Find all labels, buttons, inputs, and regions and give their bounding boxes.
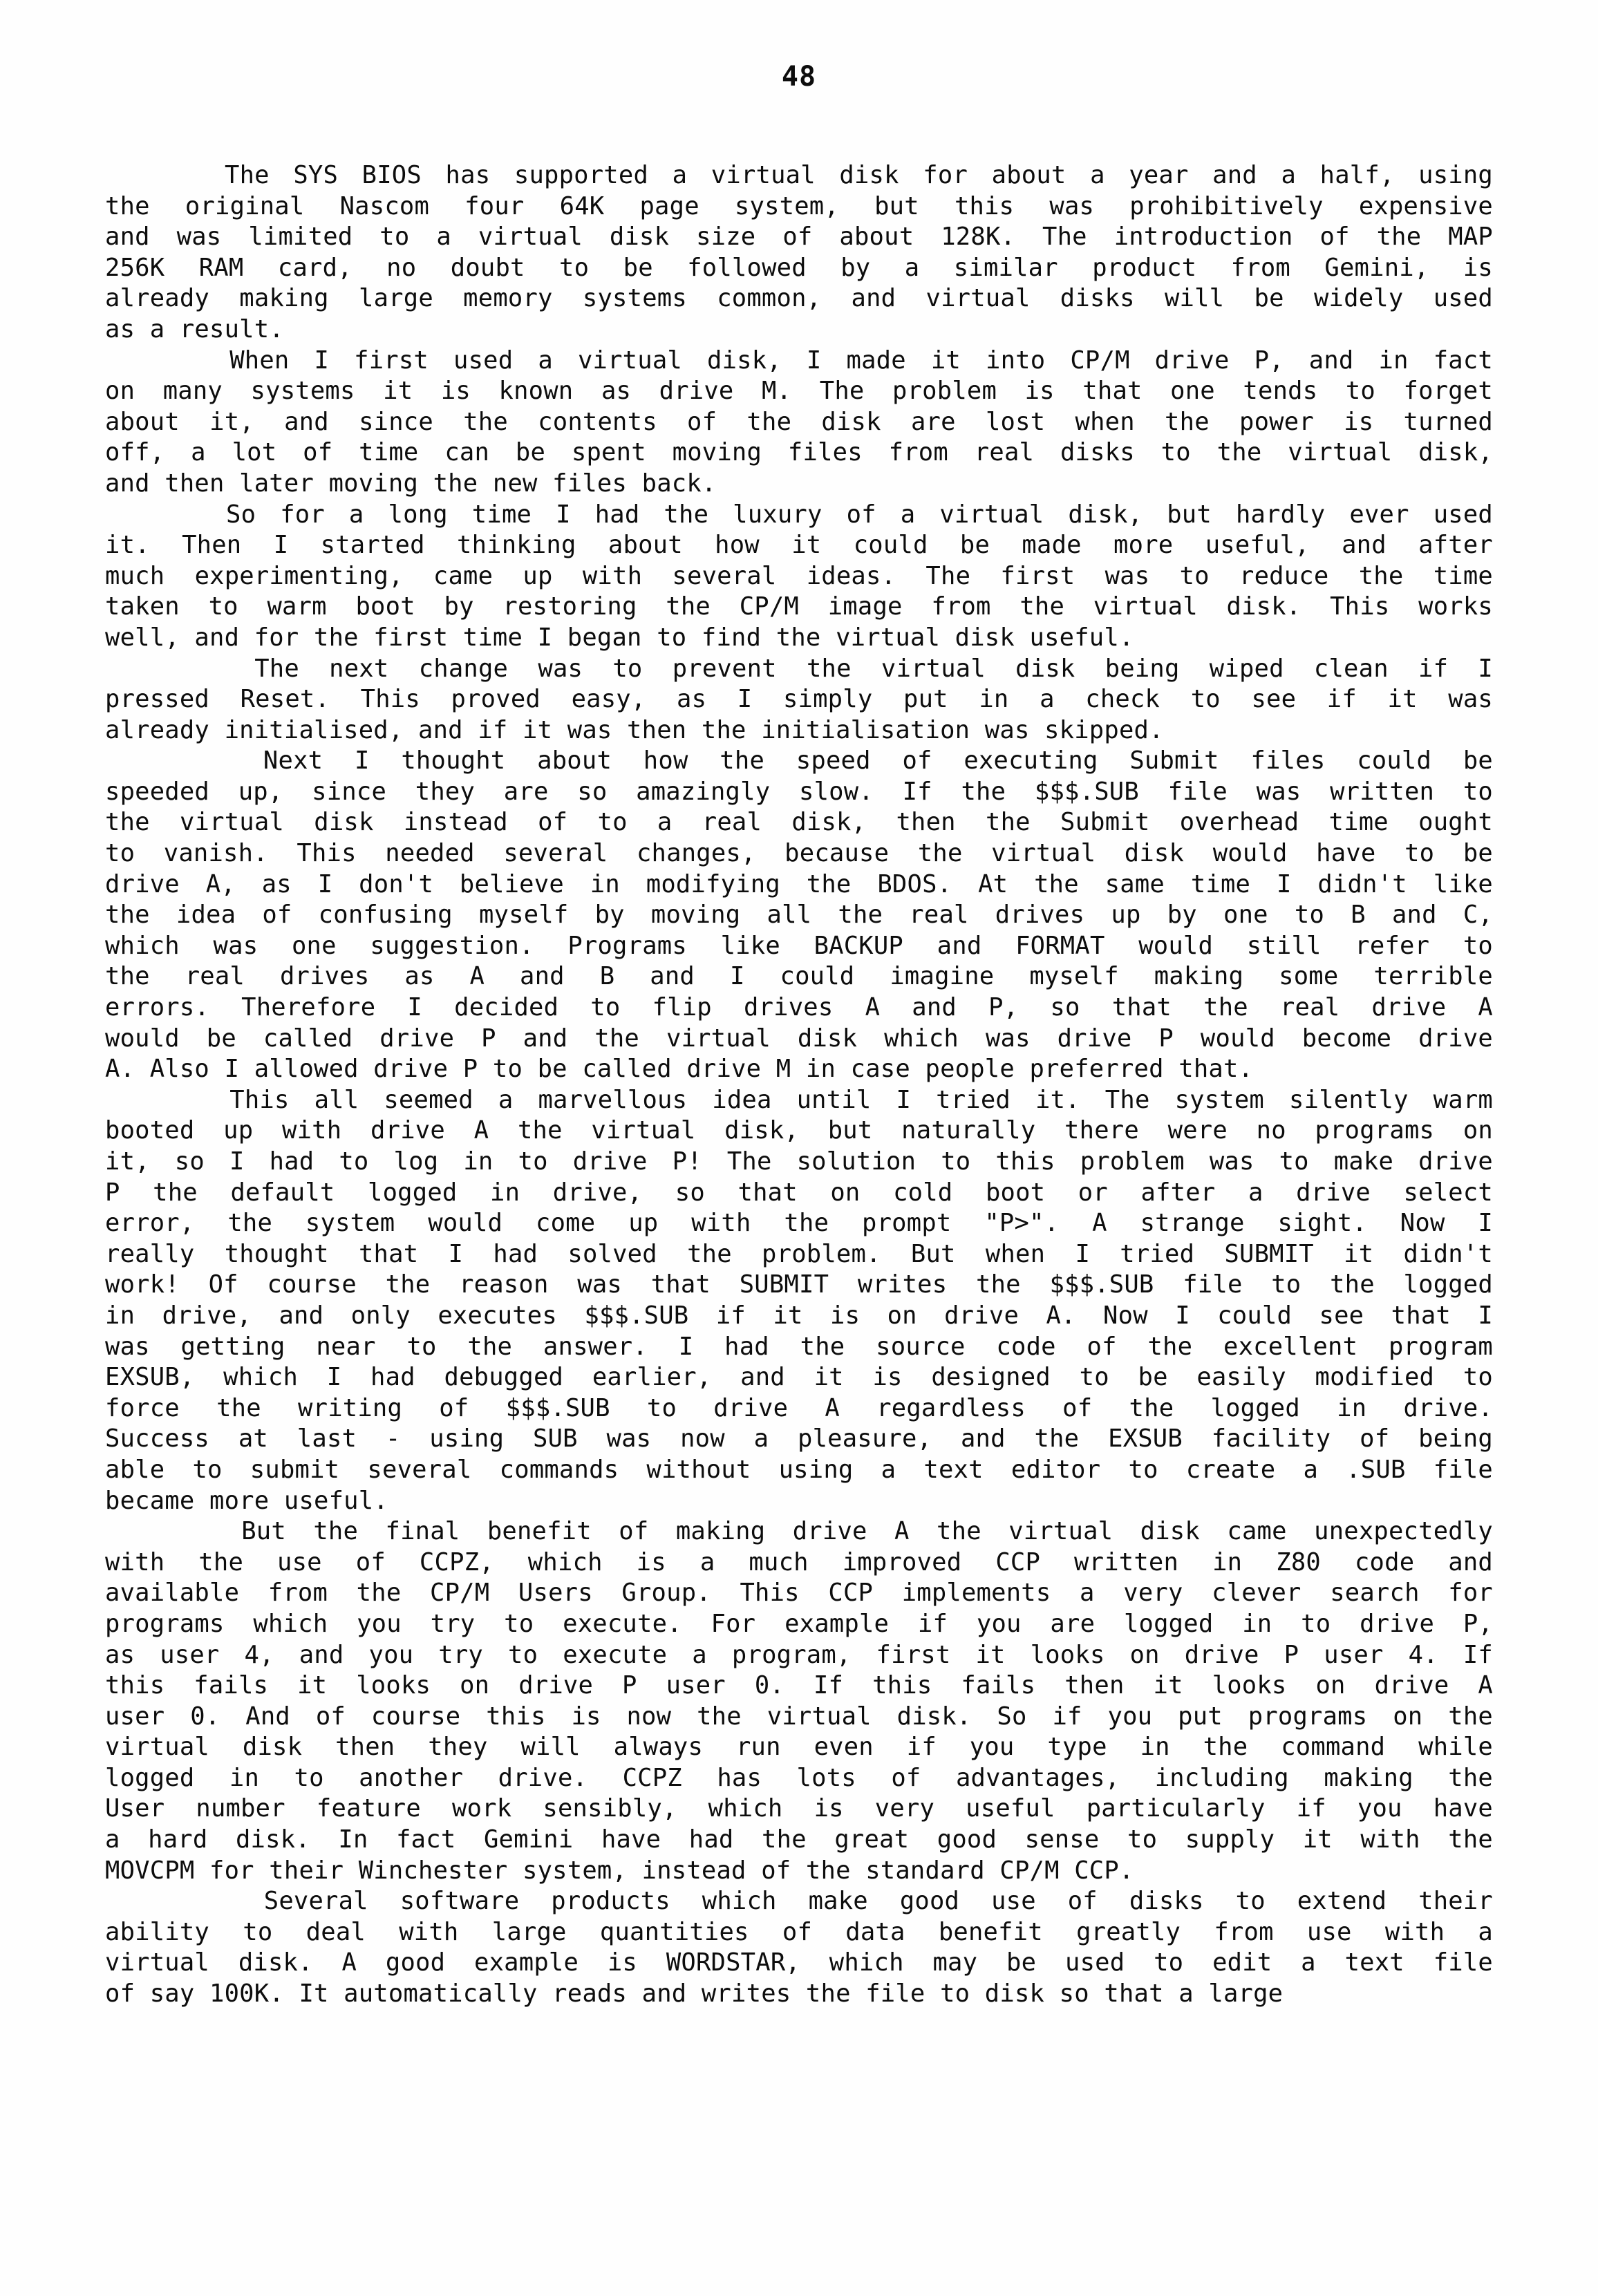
text-line: as user 4, and you try to execute a program, first it looks on drive P user 4. If [105, 1640, 1493, 1669]
text-line: the idea of confusing myself by moving all the real drives up by one to B and C, [105, 901, 1493, 930]
text-line: Success at last - using SUB was now a pleasure, and the EXSUB facility of being [105, 1424, 1493, 1453]
text-line: speeded up, since they are so amazingly slow. If the $$$.SUB file was written to [105, 777, 1493, 806]
text-line: in drive, and only executes $$$.SUB if it is on drive A. Now I could see that I [105, 1301, 1493, 1330]
text-line: it, so I had to log in to drive P! The solution to this problem was to make drive [105, 1147, 1493, 1176]
text-line: When I first used a virtual disk, I made it into CP/M drive P, and in fact [105, 346, 1493, 375]
text-line: But the final benefit of making drive A the virtual disk came unexpectedly [105, 1517, 1493, 1546]
text-line: ability to deal with large quantities of data benefit greatly from use with a [105, 1917, 1493, 1946]
text-line: able to submit several commands without using a text editor to create a .SUB file [105, 1455, 1493, 1484]
text-line: virtual disk then they will always run even if you type in the command while [105, 1733, 1493, 1762]
text-line: which was one suggestion. Programs like BACKUP and FORMAT would still refer to [105, 931, 1493, 960]
text-line: taken to warm boot by restoring the CP/M image from the virtual disk. This works [105, 592, 1493, 621]
text-line: So for a long time I had the luxury of a virtual disk, but hardly ever used [105, 500, 1493, 529]
text-line: logged in to another drive. CCPZ has lots of advantages, including making the [105, 1763, 1493, 1792]
text-line: pressed Reset. This proved easy, as I simply put in a check to see if it was [105, 685, 1493, 714]
text-line: A. Also I allowed drive P to be called drive M in case people preferred that. [105, 1055, 1254, 1084]
text-line: well, and for the first time I began to find the virtual disk useful. [105, 623, 1134, 652]
text-line: P the default logged in drive, so that on cold boot or after a drive select [105, 1178, 1493, 1207]
text-line: really thought that I had solved the problem. But when I tried SUBMIT it didn't [105, 1239, 1493, 1268]
text-line: to vanish. This needed several changes, because the virtual disk would have to be [105, 839, 1493, 868]
text-line: a hard disk. In fact Gemini have had the great good sense to supply it with the [105, 1825, 1493, 1854]
paragraph [105, 160, 1493, 346]
text-line: already initialised, and if it was then the initialisation was skipped. [105, 715, 1164, 744]
text-line: as a result. [105, 314, 284, 344]
text-line: The next change was to prevent the virtual disk being wiped clean if I [105, 654, 1493, 683]
body-text [105, 160, 1493, 2010]
text-line: the real drives as A and B and I could imagine myself making some terrible [105, 962, 1493, 991]
text-line: booted up with drive A the virtual disk, but naturally there were no programs on [105, 1116, 1493, 1145]
text-line: it. Then I started thinking about how it could be made more useful, and after [105, 531, 1493, 560]
text-line: programs which you try to execute. For example if you are logged in to drive P, [105, 1609, 1493, 1638]
text-line: on many systems it is known as drive M. The problem is that one tends to forget [105, 377, 1493, 406]
paragraph [105, 1886, 1493, 2009]
paragraph [105, 654, 1493, 746]
text-line: User number feature work sensibly, which is very useful particularly if you have [105, 1794, 1493, 1823]
text-line: Next I thought about how the speed of executing Submit files could be [105, 746, 1493, 775]
page-number: 48 [781, 61, 817, 93]
text-line: force the writing of $$$.SUB to drive A regardless of the logged in drive. [105, 1393, 1493, 1422]
text-line: much experimenting, came up with several ideas. The first was to reduce the time [105, 561, 1493, 590]
text-line: error, the system would come up with the prompt "P>". A strange sight. Now I [105, 1209, 1493, 1238]
text-line: This all seemed a marvellous idea until I tried it. The system silently warm [105, 1085, 1493, 1114]
text-line: MOVCPM for their Winchester system, instead of the standard CP/M CCP. [105, 1856, 1134, 1885]
text-line: virtual disk. A good example is WORDSTAR, which may be used to edit a text file [105, 1948, 1493, 1977]
text-line: user 0. And of course this is now the virtual disk. So if you put programs on the [105, 1702, 1493, 1731]
paragraph [105, 1085, 1493, 1516]
text-line: Several software products which make good use of disks to extend their [105, 1887, 1493, 1916]
text-line: work! Of course the reason was that SUBMIT writes the $$$.SUB file to the logged [105, 1270, 1493, 1299]
text-line: drive A, as I don't believe in modifying the BDOS. At the same time I didn't like [105, 869, 1493, 898]
text-line: already making large memory systems common, and virtual disks will be widely used [105, 284, 1493, 313]
text-line: available from the CP/M Users Group. This CCP implements a very clever search for [105, 1579, 1493, 1608]
paragraph [105, 346, 1493, 500]
text-line: the original Nascom four 64K page system, but this was prohibitively expensive [105, 191, 1493, 220]
text-line: and then later moving the new files back. [105, 469, 717, 498]
text-line: 256K RAM card, no doubt to be followed by a similar product from Gemini, is [105, 253, 1493, 282]
text-line: The SYS BIOS has supported a virtual disk for about a year and a half, using [105, 161, 1493, 189]
paragraph [105, 746, 1493, 1085]
text-line: off, a lot of time can be spent moving files from real disks to the virtual disk, [105, 438, 1493, 467]
paragraph [105, 1516, 1493, 1886]
text-line: about it, and since the contents of the disk are lost when the power is turned [105, 407, 1493, 436]
text-line: the virtual disk instead of to a real disk, then the Submit overhead time ought [105, 808, 1493, 837]
text-line: would be called drive P and the virtual disk which was drive P would become drive [105, 1024, 1493, 1053]
text-line: errors. Therefore I decided to flip drives A and P, so that the real drive A [105, 993, 1493, 1022]
text-line: became more useful. [105, 1486, 388, 1515]
text-line: and was limited to a virtual disk size of about 128K. The introduction of the MAP [105, 223, 1493, 252]
text-line: of say 100K. It automatically reads and writes the file to disk so that a large [105, 1979, 1284, 2008]
paragraph [105, 500, 1493, 654]
text-line: EXSUB, which I had debugged earlier, and it is designed to be easily modified to [105, 1363, 1493, 1392]
text-line: this fails it looks on drive P user 0. If this fails then it looks on drive A [105, 1671, 1493, 1700]
text-line: with the use of CCPZ, which is a much improved CCP written in Z80 code and [105, 1547, 1493, 1577]
text-line: was getting near to the answer. I had the source code of the excellent program [105, 1332, 1493, 1361]
